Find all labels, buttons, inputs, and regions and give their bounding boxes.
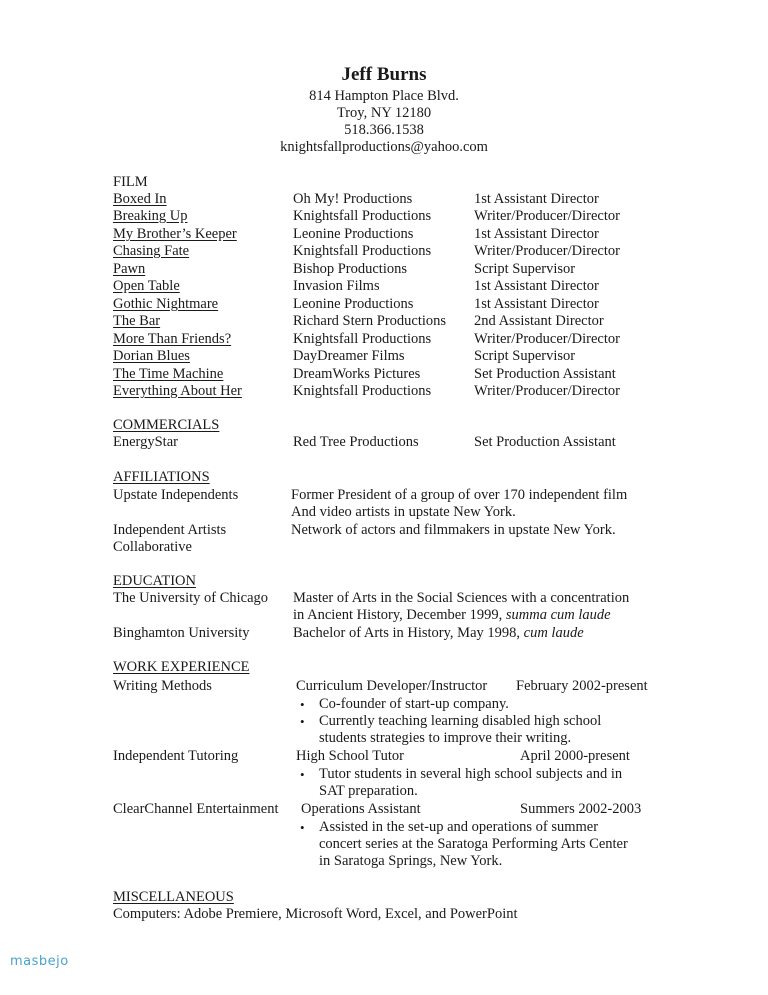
degree-line: Master of Arts in the Social Sciences with a concentration bbox=[293, 590, 630, 606]
film-title: The Bar bbox=[113, 313, 161, 329]
film-role: 1st Assistant Director bbox=[474, 226, 599, 242]
job-bullet: Tutor students in several high school subjects and in bbox=[319, 766, 623, 782]
applicant-name: Jeff Burns bbox=[341, 64, 427, 85]
job-bullet: in Saratoga Springs, New York. bbox=[319, 853, 503, 869]
job-bullet: SAT preparation. bbox=[319, 783, 418, 799]
education-heading: EDUCATION bbox=[113, 573, 196, 589]
film-company: Leonine Productions bbox=[293, 226, 414, 242]
film-role: Writer/Producer/Director bbox=[474, 331, 620, 347]
film-title: Pawn bbox=[113, 261, 146, 277]
affiliations-heading: AFFILIATIONS bbox=[113, 469, 210, 485]
affiliation-desc: Network of actors and filmmakers in upstate New York. bbox=[291, 522, 616, 538]
phone-line: 518.366.1538 bbox=[344, 122, 424, 138]
film-role: 1st Assistant Director bbox=[474, 278, 599, 294]
film-title: Open Table bbox=[113, 278, 180, 294]
job-position: Curriculum Developer/Instructor bbox=[296, 678, 488, 694]
film-role: 2nd Assistant Director bbox=[474, 313, 604, 329]
job-dates: February 2002-present bbox=[516, 678, 648, 694]
job-dates: Summers 2002-2003 bbox=[520, 801, 642, 817]
degree-line bbox=[293, 625, 584, 642]
film-role: Writer/Producer/Director bbox=[474, 208, 620, 224]
commercial-company: Red Tree Productions bbox=[293, 434, 419, 450]
film-title: Chasing Fate bbox=[113, 243, 190, 259]
degree-text: in Ancient History, December 1999, bbox=[293, 607, 506, 623]
commercials-heading: COMMERCIALS bbox=[113, 417, 220, 433]
job-bullet: concert series at the Saratoga Performing Arts Center bbox=[319, 836, 628, 852]
film-company: DayDreamer Films bbox=[293, 348, 405, 364]
school-name: Binghamton University bbox=[113, 625, 250, 641]
film-company: Leonine Productions bbox=[293, 296, 414, 312]
job-bullet: Co-founder of start-up company. bbox=[319, 696, 509, 712]
address-line: 814 Hampton Place Blvd. bbox=[309, 88, 459, 104]
commercial-title: EnergyStar bbox=[113, 434, 178, 450]
film-role: Set Production Assistant bbox=[474, 366, 616, 382]
film-role: Script Supervisor bbox=[474, 348, 576, 364]
film-title: More Than Friends? bbox=[113, 331, 232, 347]
honors-text: summa cum laude bbox=[505, 607, 611, 623]
film-title: Breaking Up bbox=[113, 208, 188, 224]
job-dates: April 2000-present bbox=[520, 748, 630, 764]
film-role: 1st Assistant Director bbox=[474, 296, 599, 312]
bullet-icon: • bbox=[300, 714, 305, 729]
affiliation-org: Upstate Independents bbox=[113, 487, 239, 503]
job-bullet: Assisted in the set-up and operations of summer bbox=[319, 819, 599, 835]
honors-text: cum laude bbox=[523, 625, 584, 641]
employer-name: Independent Tutoring bbox=[113, 748, 239, 764]
bullet-icon: • bbox=[300, 820, 305, 835]
film-title: The Time Machine bbox=[113, 366, 224, 382]
film-role: Writer/Producer/Director bbox=[474, 383, 620, 399]
computers-line: Computers: Adobe Premiere, Microsoft Word, Excel, and PowerPoint bbox=[113, 906, 518, 922]
misc-heading: MISCELLANEOUS bbox=[113, 889, 234, 905]
film-company: Knightsfall Productions bbox=[293, 331, 432, 347]
watermark-logo: masbejo bbox=[10, 954, 69, 969]
film-role: Script Supervisor bbox=[474, 261, 576, 277]
film-role: 1st Assistant Director bbox=[474, 191, 599, 207]
affiliation-desc: And video artists in upstate New York. bbox=[291, 504, 516, 520]
film-title: Dorian Blues bbox=[113, 348, 190, 364]
job-bullet: Currently teaching learning disabled high school bbox=[319, 713, 602, 729]
employer-name: Writing Methods bbox=[113, 678, 212, 694]
email-line: knightsfallproductions@yahoo.com bbox=[280, 139, 488, 155]
film-title: Boxed In bbox=[113, 191, 167, 207]
film-company: Knightsfall Productions bbox=[293, 383, 432, 399]
degree-text: Bachelor of Arts in History, May 1998, bbox=[293, 625, 524, 641]
film-company: Knightsfall Productions bbox=[293, 208, 432, 224]
degree-line bbox=[293, 607, 611, 624]
commercial-role: Set Production Assistant bbox=[474, 434, 616, 450]
film-company: Richard Stern Productions bbox=[293, 313, 447, 329]
film-company: Bishop Productions bbox=[293, 261, 407, 277]
job-bullet: students strategies to improve their writing. bbox=[319, 730, 572, 746]
job-position: High School Tutor bbox=[296, 748, 404, 764]
film-company: Invasion Films bbox=[293, 278, 380, 294]
work-heading: WORK EXPERIENCE bbox=[113, 659, 250, 675]
film-company: Knightsfall Productions bbox=[293, 243, 432, 259]
affiliation-org: Independent Artists bbox=[113, 522, 227, 538]
film-role: Writer/Producer/Director bbox=[474, 243, 620, 259]
affiliation-org: Collaborative bbox=[113, 539, 192, 555]
film-heading: FILM bbox=[113, 174, 148, 190]
film-company: Oh My! Productions bbox=[293, 191, 413, 207]
city-line: Troy, NY 12180 bbox=[336, 105, 432, 121]
film-title: Gothic Nightmare bbox=[113, 296, 219, 312]
film-title: Everything About Her bbox=[113, 383, 242, 399]
bullet-icon: • bbox=[300, 697, 305, 712]
film-company: DreamWorks Pictures bbox=[293, 366, 421, 382]
affiliation-desc: Former President of a group of over 170 independent film bbox=[291, 487, 628, 503]
school-name: The University of Chicago bbox=[113, 590, 269, 606]
film-title: My Brother’s Keeper bbox=[113, 226, 237, 242]
job-position: Operations Assistant bbox=[301, 801, 421, 817]
employer-name: ClearChannel Entertainment bbox=[113, 801, 279, 817]
bullet-icon: • bbox=[300, 767, 305, 782]
